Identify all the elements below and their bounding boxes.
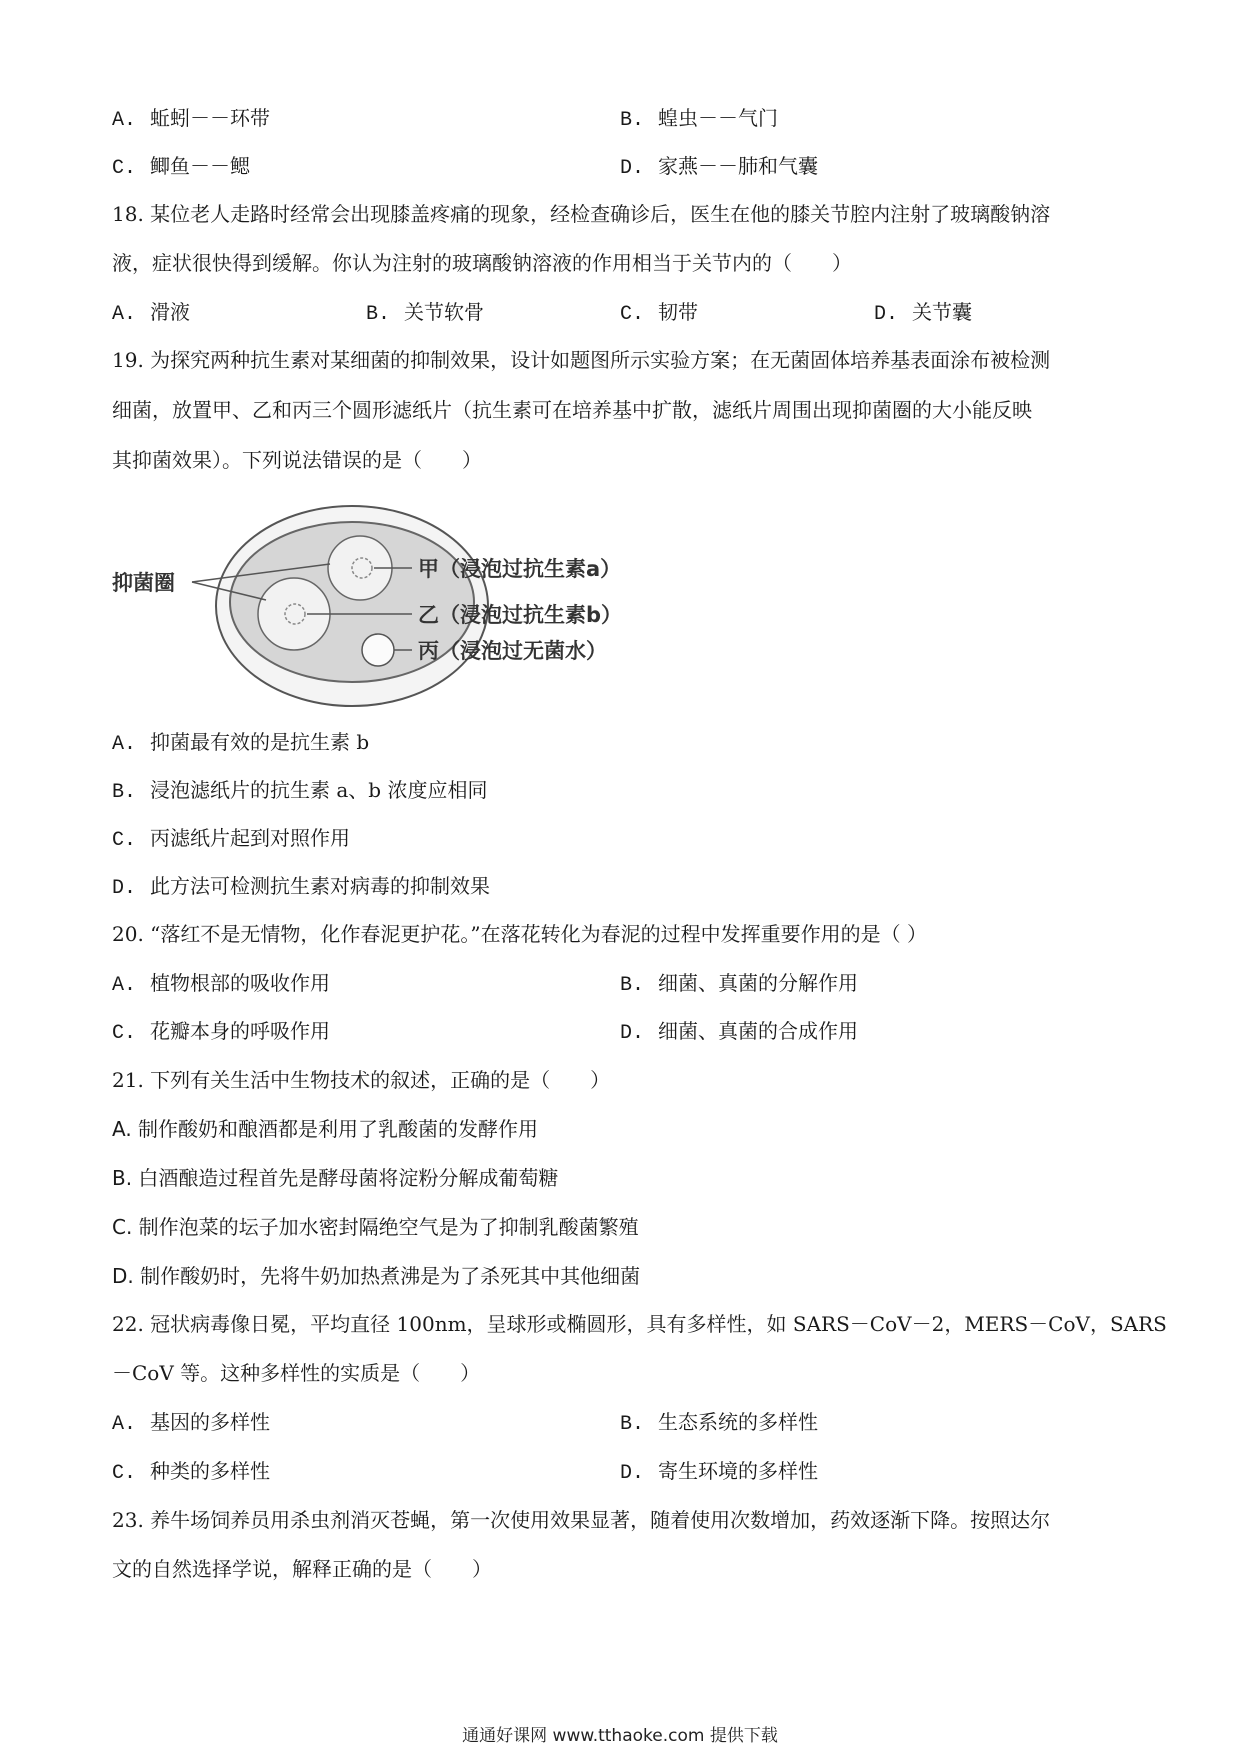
option-text: 植物根部的吸收作用 [150,971,331,995]
q17-option-a [112,104,270,135]
q19-option-d [112,872,490,903]
option-label: D. [874,303,899,326]
q21-option-a: A. 制作酸奶和酿酒都是利用了乳酸菌的发酵作用 [112,1117,539,1141]
q17-option-c [112,152,250,183]
option-text: 花瓣本身的呼吸作用 [150,1019,331,1043]
option-text: 抑菌最有效的是抗生素 b [150,730,370,754]
q18-option-d [874,298,972,329]
option-label: D. [620,1462,645,1485]
option-label: D. [620,1022,645,1045]
q20-option-c [112,1017,330,1048]
option-label: C. [112,1462,137,1485]
option-text: 细菌、真菌的合成作用 [658,1019,859,1043]
option-text: 关节软骨 [404,300,485,324]
q21-option-d: D. 制作酸奶时，先将牛奶加热煮沸是为了杀死其中其他细菌 [112,1264,641,1288]
q20-option-d [620,1017,858,1048]
option-label: D. [112,877,137,900]
option-label: C. [620,303,645,326]
option-label: C. [112,829,137,852]
option-label: A. [112,109,137,132]
option-label: B. [620,1413,645,1436]
q18-option-b [366,298,484,329]
q22-stem-line1: 22. 冠状病毒像日冕，平均直径 100nm，呈球形或椭圆形，具有多样性，如 SARS－CoV－2，MERS－CoV，SARS [112,1312,1167,1336]
option-label: A. [112,303,137,326]
q19-option-b [112,776,487,807]
q22-option-d [620,1457,818,1488]
q18-stem-line1: 18. 某位老人走路时经常会出现膝盖疼痛的现象，经检查确诊后，医生在他的膝关节腔内注射了玻璃酸钠溶 [112,202,1051,226]
q22-option-c [112,1457,270,1488]
q19-stem-line3: 其抑菌效果）。下列说法错误的是（ ） [112,448,482,472]
option-label: D. [620,157,645,180]
option-label: A. [112,733,137,756]
option-text: 家燕－－肺和气囊 [658,154,819,178]
option-label: C. [112,157,137,180]
q18-option-c [620,298,698,329]
label-jia: 甲（浸泡过抗生素a） [418,557,622,581]
option-label: B. [366,303,391,326]
option-label: A. [112,1413,137,1436]
option-text: 浸泡滤纸片的抗生素 a、b 浓度应相同 [150,778,488,802]
option-text: 此方法可检测抗生素对病毒的抑制效果 [150,874,491,898]
q22-stem-line2: －CoV 等。这种多样性的实质是（ ） [112,1361,481,1385]
q21-stem: 21. 下列有关生活中生物技术的叙述，正确的是（ ） [112,1068,611,1092]
option-text: 关节囊 [912,300,973,324]
page-footer: 通通好课网 www.tthaoke.com 提供下载 [462,1726,778,1746]
option-label: B. [620,109,645,132]
option-text: 生态系统的多样性 [658,1410,819,1434]
q19-stem-line1: 19. 为探究两种抗生素对某细菌的抑制效果，设计如题图所示实验方案；在无菌固体培养基表面涂布被检测 [112,348,1051,372]
q19-stem-line2: 细菌，放置甲、乙和丙三个圆形滤纸片（抗生素可在培养基中扩散，滤纸片周围出现抑菌圈的大小能反映 [112,398,1032,422]
q22-option-a [112,1408,270,1439]
q20-option-a [112,969,330,1000]
option-label: C. [112,1022,137,1045]
option-text: 滑液 [150,300,191,324]
option-text: 鲫鱼－－鳃 [150,154,251,178]
option-label: B. [620,974,645,997]
q18-stem-line2: 液，症状很快得到缓解。你认为注射的玻璃酸钠溶液的作用相当于关节内的（ ） [112,251,852,275]
option-label: B. [112,781,137,804]
option-text: 寄生环境的多样性 [658,1459,819,1483]
q17-option-b [620,104,778,135]
q22-option-b [620,1408,818,1439]
label-bing: 丙（浸泡过无菌水） [418,639,607,663]
q21-option-c: C. 制作泡菜的坛子加水密封隔绝空气是为了抑制乳酸菌繁殖 [112,1215,639,1239]
label-yi: 乙（浸泡过抗生素b） [418,603,623,627]
q18-option-a [112,298,190,329]
inhibition-zone-label: 抑菌圈 [112,571,175,595]
option-label: A. [112,974,137,997]
q20-option-b [620,969,858,1000]
q19-option-c [112,824,350,855]
q23-stem-line1: 23. 养牛场饲养员用杀虫剂消灭苍蝇，第一次使用效果显著，随着使用次数增加，药效逐渐下降。按照达尔 [112,1508,1051,1532]
option-text: 细菌、真菌的分解作用 [658,971,859,995]
petri-dish-diagram [112,500,712,712]
option-text: 基因的多样性 [150,1410,271,1434]
q19-option-a [112,728,369,759]
q21-option-b: B. 白酒酿造过程首先是酵母菌将淀粉分解成葡萄糖 [112,1166,559,1190]
filter-disc-bing [362,634,394,666]
option-text: 蚯蚓－－环带 [150,106,271,130]
option-text: 丙滤纸片起到对照作用 [150,826,351,850]
option-text: 种类的多样性 [150,1459,271,1483]
option-text: 蝗虫－－气门 [658,106,779,130]
q23-stem-line2: 文的自然选择学说，解释正确的是（ ） [112,1557,492,1581]
q20-stem: 20. “落红不是无情物，化作春泥更护花。”在落花转化为春泥的过程中发挥重要作用的是（ ） [112,922,927,946]
q17-option-d [620,152,818,183]
option-text: 韧带 [658,300,699,324]
